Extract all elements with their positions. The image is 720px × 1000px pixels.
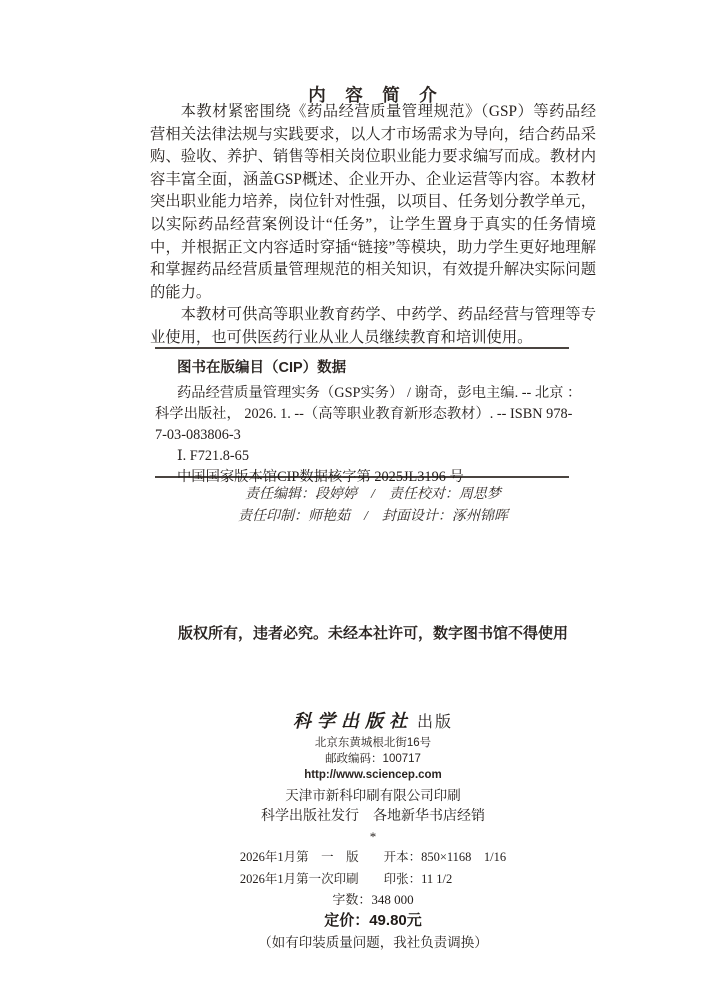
- credits-editors: 责任编辑：段婷婷 / 责任校对：周思梦: [245, 487, 501, 502]
- publisher-line: [150, 710, 596, 735]
- staff-credits: [150, 484, 596, 528]
- price: 定价：49.80元: [324, 912, 422, 929]
- intro-paragraph-1: 本教材紧密围绕《药品经营质量管理规范》（GSP）等药品经营相关法律法规与实践要求，以人才市场需求为导向，结合药品采购、验收、养护、销售等相关岗位职业能力要求编写而成。教材内容丰富全面，涵盖GSP概述、企业开办、企业运营等内容。本教材突出职业能力培养，岗位针对性强，以项目、任务划分教学单元，以实际药品经营案例设计“任务”，让学生置身于真实的任务情境中，并根据正文内容适时穿插“链接”等模块，助力学生更好地理解和掌握药品经营质量管理规范的相关知识，有效提升解决实际问题的能力。: [150, 103, 596, 301]
- printing-line: 2026年1月第一次印刷 印张：11 1/2: [239, 872, 453, 886]
- edition-line: 2026年1月第 一 版 开本：850×1168 1/16: [239, 850, 507, 864]
- asterisk-divider: *: [369, 829, 377, 844]
- colophon: [150, 710, 596, 954]
- copyright-notice: 版权所有，违者必究。未经本社许可，数字图书馆不得使用: [177, 625, 568, 642]
- content-intro-title: 内 容 简 介: [308, 84, 438, 105]
- cip-line-registry: 中国国家版本馆CIP数据核字第 2025JL3196 号: [177, 469, 464, 485]
- cip-line-isbn: 7-03-083806-3: [155, 427, 241, 443]
- postal-code: 邮政编码：100717: [325, 753, 421, 765]
- intro-paragraph-2: 本教材可供高等职业教育药学、中药学、药品经营与管理等专业使用，也可供医药行业从业人员继续教育和培训使用。: [150, 306, 596, 346]
- word-count: 字数：348 000: [332, 892, 414, 907]
- publisher-address: 北京东黄城根北街16号: [314, 737, 432, 749]
- cip-line-publisher: 科学出版社， 2026. 1. --（高等职业教育新形态教材）. -- ISBN 978-: [155, 406, 573, 422]
- publisher-logo: 科学出版社: [292, 711, 413, 732]
- exchange-note: （如有印装质量问题，我社负责调换）: [258, 935, 488, 950]
- cip-line-title: 药品经营质量管理实务（GSP实务） / 谢奇，彭电主编. -- 北京 ：: [177, 385, 582, 401]
- cip-lines: [155, 383, 582, 488]
- content-intro-body: [150, 101, 596, 350]
- distribution-line: 科学出版社发行 各地新华书店经销: [261, 809, 485, 824]
- cip-line-classification: Ⅰ. F721.8-65: [177, 448, 249, 464]
- cip-data-block: [155, 347, 582, 485]
- publisher-suffix: 出版: [416, 714, 453, 731]
- credits-print-design: 责任印制：师艳茹 / 封面设计：涿州锦晖: [238, 509, 508, 524]
- cip-heading: 图书在版编目（CIP）数据: [177, 360, 347, 376]
- printer-line: 天津市新科印刷有限公司印刷: [285, 788, 461, 803]
- publisher-website: http://www.sciencep.com: [304, 769, 442, 781]
- print-details: [240, 846, 506, 890]
